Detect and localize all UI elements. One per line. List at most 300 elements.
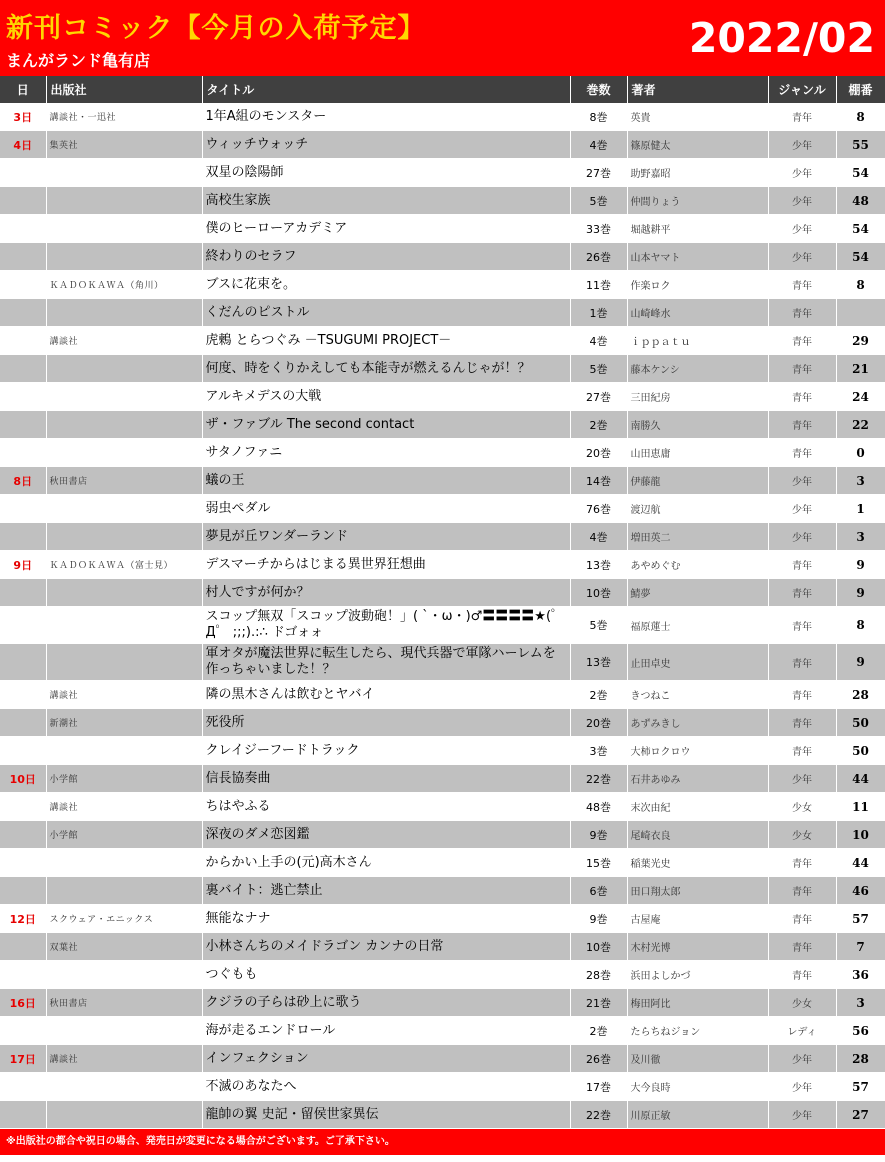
cell-genre: 青年 (768, 355, 836, 383)
table-row (0, 607, 885, 644)
cell-day (0, 607, 46, 644)
cell-day: 9日 (0, 551, 46, 579)
cell-shelf: 21 (836, 355, 885, 383)
cell-genre: 少女 (768, 821, 836, 849)
cell-genre: 青年 (768, 905, 836, 933)
table-row (0, 411, 885, 439)
cell-title: くだんのピストル (202, 299, 570, 327)
cell-shelf: 3 (836, 989, 885, 1017)
cell-title: 終わりのセラフ (202, 243, 570, 271)
cell-genre: 少年 (768, 1073, 836, 1101)
cell-day (0, 159, 46, 187)
cell-title: デスマーチからはじまる異世界狂想曲 (202, 551, 570, 579)
cell-day (0, 644, 46, 681)
cell-genre: 少年 (768, 1101, 836, 1129)
cell-volume: 4巻 (570, 327, 627, 355)
cell-author: 稲葉光史 (627, 849, 768, 877)
cell-volume: 20巻 (570, 709, 627, 737)
cell-shelf: 50 (836, 737, 885, 765)
table-row (0, 793, 885, 821)
cell-publisher (46, 961, 202, 989)
cell-shelf: 24 (836, 383, 885, 411)
cell-title: 虎鶫 とらつぐみ －TSUGUMI PROJECT－ (202, 327, 570, 355)
cell-genre: 青年 (768, 439, 836, 467)
table-row (0, 989, 885, 1017)
cell-publisher: 講談社 (46, 681, 202, 709)
cell-title: 隣の黒木さんは飲むとヤバイ (202, 681, 570, 709)
cell-publisher: 秋田書店 (46, 989, 202, 1017)
cell-title: ちはやふる (202, 793, 570, 821)
cell-author: 川原正敏 (627, 1101, 768, 1129)
cell-title: 信長協奏曲 (202, 765, 570, 793)
table-row (0, 905, 885, 933)
cell-title: 1年A組のモンスター (202, 103, 570, 131)
column-header-day: 日 (0, 76, 46, 103)
cell-genre: レディ (768, 1017, 836, 1045)
cell-volume: 9巻 (570, 821, 627, 849)
cell-author: 藤本ケンシ (627, 355, 768, 383)
cell-volume: 33巻 (570, 215, 627, 243)
cell-publisher: 集英社 (46, 131, 202, 159)
cell-day (0, 849, 46, 877)
cell-day: 10日 (0, 765, 46, 793)
cell-genre: 少女 (768, 793, 836, 821)
cell-shelf: 22 (836, 411, 885, 439)
cell-title: 蟻の王 (202, 467, 570, 495)
cell-shelf: 11 (836, 793, 885, 821)
cell-publisher (46, 159, 202, 187)
cell-author: あずみきし (627, 709, 768, 737)
cell-title: 無能なナナ (202, 905, 570, 933)
cell-publisher (46, 1101, 202, 1129)
cell-genre: 青年 (768, 327, 836, 355)
cell-genre: 少年 (768, 495, 836, 523)
cell-shelf: 8 (836, 607, 885, 644)
cell-shelf: 54 (836, 243, 885, 271)
cell-day: 17日 (0, 1045, 46, 1073)
cell-publisher (46, 737, 202, 765)
cell-volume: 8巻 (570, 103, 627, 131)
cell-publisher: 新潮社 (46, 709, 202, 737)
cell-volume: 11巻 (570, 271, 627, 299)
cell-volume: 15巻 (570, 849, 627, 877)
cell-author: 増田英二 (627, 523, 768, 551)
cell-genre: 少年 (768, 765, 836, 793)
cell-author: 古屋庵 (627, 905, 768, 933)
table-row (0, 271, 885, 299)
cell-day: 4日 (0, 131, 46, 159)
table-row (0, 579, 885, 607)
cell-day: 8日 (0, 467, 46, 495)
cell-genre: 少年 (768, 131, 836, 159)
cell-title: クジラの子らは砂上に歌う (202, 989, 570, 1017)
cell-author: 作楽ロク (627, 271, 768, 299)
cell-volume: 14巻 (570, 467, 627, 495)
table-row (0, 215, 885, 243)
cell-author: 大今良時 (627, 1073, 768, 1101)
cell-title: クレイジーフードトラック (202, 737, 570, 765)
cell-title: 何度、時をくりかえしても本能寺が燃えるんじゃが！？ (202, 355, 570, 383)
cell-author: 三田紀房 (627, 383, 768, 411)
cell-volume: 5巻 (570, 187, 627, 215)
cell-volume: 27巻 (570, 159, 627, 187)
month-label: 2022/02 (688, 14, 875, 62)
cell-genre: 少年 (768, 215, 836, 243)
table-row (0, 159, 885, 187)
cell-publisher (46, 495, 202, 523)
cell-title: アルキメデスの大戦 (202, 383, 570, 411)
cell-author: 堀越耕平 (627, 215, 768, 243)
cell-genre: 青年 (768, 877, 836, 905)
cell-day: 3日 (0, 103, 46, 131)
cell-shelf: 27 (836, 1101, 885, 1129)
table-row (0, 877, 885, 905)
cell-shelf: 1 (836, 495, 885, 523)
table-row (0, 187, 885, 215)
cell-volume: 22巻 (570, 765, 627, 793)
cell-genre: 青年 (768, 849, 836, 877)
cell-publisher (46, 877, 202, 905)
cell-author: 伊藤龍 (627, 467, 768, 495)
cell-author: 仲間りょう (627, 187, 768, 215)
cell-shelf: 46 (836, 877, 885, 905)
cell-genre: 少女 (768, 989, 836, 1017)
cell-day (0, 439, 46, 467)
cell-genre: 少年 (768, 187, 836, 215)
table-row (0, 439, 885, 467)
cell-author: 末次由紀 (627, 793, 768, 821)
cell-author: 山本ヤマト (627, 243, 768, 271)
cell-author: ｉｐｐａｔｕ (627, 327, 768, 355)
cell-day (0, 877, 46, 905)
cell-author: きつねこ (627, 681, 768, 709)
cell-volume: 3巻 (570, 737, 627, 765)
cell-title: 僕のヒーローアカデミア (202, 215, 570, 243)
cell-publisher (46, 644, 202, 681)
cell-title: 龍帥の翼 史記・留侯世家異伝 (202, 1101, 570, 1129)
cell-title: 深夜のダメ恋図鑑 (202, 821, 570, 849)
cell-publisher (46, 523, 202, 551)
table-row (0, 1045, 885, 1073)
table-row (0, 495, 885, 523)
table-row (0, 1017, 885, 1045)
cell-author: たらちねジョン (627, 1017, 768, 1045)
cell-genre: 青年 (768, 933, 836, 961)
column-header-author: 著者 (627, 76, 768, 103)
table-row (0, 103, 885, 131)
table-row (0, 644, 885, 681)
cell-title: 小林さんちのメイドラゴン カンナの日常 (202, 933, 570, 961)
cell-author: 篠原健太 (627, 131, 768, 159)
cell-volume: 22巻 (570, 1101, 627, 1129)
cell-genre: 少年 (768, 467, 836, 495)
cell-day (0, 215, 46, 243)
cell-day (0, 821, 46, 849)
cell-day (0, 709, 46, 737)
cell-shelf: 7 (836, 933, 885, 961)
cell-volume: 21巻 (570, 989, 627, 1017)
cell-volume: 2巻 (570, 681, 627, 709)
cell-title: サタノファニ (202, 439, 570, 467)
cell-volume: 5巻 (570, 607, 627, 644)
cell-volume: 9巻 (570, 905, 627, 933)
cell-day (0, 271, 46, 299)
column-header-title: タイトル (202, 76, 570, 103)
table-row (0, 383, 885, 411)
table-row (0, 243, 885, 271)
cell-volume: 10巻 (570, 933, 627, 961)
cell-title: 裏バイト：逃亡禁止 (202, 877, 570, 905)
cell-title: 村人ですが何か？ (202, 579, 570, 607)
cell-title: 軍オタが魔法世界に転生したら、現代兵器で軍隊ハーレムを作っちゃいました！？ (202, 644, 570, 681)
cell-day: 16日 (0, 989, 46, 1017)
cell-volume: 27巻 (570, 383, 627, 411)
cell-volume: 26巻 (570, 243, 627, 271)
cell-title: 海が走るエンドロール (202, 1017, 570, 1045)
cell-day (0, 355, 46, 383)
cell-shelf: 57 (836, 905, 885, 933)
cell-publisher (46, 187, 202, 215)
cell-title: ウィッチウォッチ (202, 131, 570, 159)
cell-author: 田口翔太郎 (627, 877, 768, 905)
cell-volume: 13巻 (570, 644, 627, 681)
cell-shelf: 9 (836, 644, 885, 681)
cell-genre: 青年 (768, 271, 836, 299)
cell-day (0, 961, 46, 989)
cell-day (0, 411, 46, 439)
cell-publisher: 小学館 (46, 821, 202, 849)
table-row (0, 355, 885, 383)
cell-volume: 2巻 (570, 1017, 627, 1045)
table-header-row (0, 76, 885, 103)
cell-title: ブスに花束を。 (202, 271, 570, 299)
cell-genre: 青年 (768, 961, 836, 989)
cell-genre: 青年 (768, 709, 836, 737)
footer-note: ※出版社の都合や祝日の場合、発売日が変更になる場合がございます。ご了承下さい。 (0, 1129, 885, 1155)
cell-volume: 48巻 (570, 793, 627, 821)
cell-genre: 青年 (768, 644, 836, 681)
cell-title: スコップ無双「スコップ波動砲！」( `・ω・)♂〓〓〓〓★(゜Д゜ ;;;).:∴ ドゴォォ (202, 607, 570, 644)
cell-day: 12日 (0, 905, 46, 933)
table-row (0, 551, 885, 579)
cell-publisher: 小学館 (46, 765, 202, 793)
cell-author: 木村光博 (627, 933, 768, 961)
cell-day (0, 1073, 46, 1101)
cell-publisher (46, 1017, 202, 1045)
table-row (0, 523, 885, 551)
cell-title: 弱虫ペダル (202, 495, 570, 523)
cell-author: 英貴 (627, 103, 768, 131)
cell-shelf: 29 (836, 327, 885, 355)
column-header-volume: 巻数 (570, 76, 627, 103)
cell-publisher (46, 579, 202, 607)
cell-author: 山田恵庸 (627, 439, 768, 467)
cell-shelf: 44 (836, 765, 885, 793)
cell-genre: 少年 (768, 243, 836, 271)
table-row (0, 765, 885, 793)
cell-volume: 4巻 (570, 523, 627, 551)
cell-title: 不滅のあなたへ (202, 1073, 570, 1101)
page-title: 新刊コミック【今月の入荷予定】 (6, 13, 426, 44)
cell-volume: 13巻 (570, 551, 627, 579)
cell-volume: 6巻 (570, 877, 627, 905)
cell-genre: 青年 (768, 299, 836, 327)
cell-genre: 少年 (768, 159, 836, 187)
cell-title: からかい上手の(元)高木さん (202, 849, 570, 877)
cell-shelf (836, 299, 885, 327)
cell-author: 尾崎衣良 (627, 821, 768, 849)
cell-shelf: 28 (836, 681, 885, 709)
cell-publisher: 講談社 (46, 793, 202, 821)
cell-publisher: ＫＡＤＯＫＡＷＡ（富士見） (46, 551, 202, 579)
cell-publisher: 講談社・一迅社 (46, 103, 202, 131)
cell-shelf: 3 (836, 523, 885, 551)
cell-day (0, 523, 46, 551)
cell-author: 及川徹 (627, 1045, 768, 1073)
cell-title: つぐもも (202, 961, 570, 989)
cell-publisher (46, 1073, 202, 1101)
cell-shelf: 55 (836, 131, 885, 159)
cell-day (0, 243, 46, 271)
cell-title: インフェクション (202, 1045, 570, 1073)
cell-volume: 76巻 (570, 495, 627, 523)
cell-day (0, 737, 46, 765)
cell-publisher: 秋田書店 (46, 467, 202, 495)
cell-day (0, 579, 46, 607)
cell-author: あやめぐむ (627, 551, 768, 579)
cell-author: 渡辺航 (627, 495, 768, 523)
table-row (0, 1073, 885, 1101)
table-row (0, 467, 885, 495)
cell-day (0, 327, 46, 355)
table-row (0, 299, 885, 327)
cell-author: 止田卓史 (627, 644, 768, 681)
cell-day (0, 1101, 46, 1129)
cell-publisher (46, 355, 202, 383)
cell-genre: 少年 (768, 1045, 836, 1073)
table-row (0, 327, 885, 355)
cell-shelf: 56 (836, 1017, 885, 1045)
cell-publisher (46, 439, 202, 467)
table-row (0, 681, 885, 709)
cell-day (0, 793, 46, 821)
cell-genre: 少年 (768, 523, 836, 551)
cell-shelf: 28 (836, 1045, 885, 1073)
cell-title: 夢見が丘ワンダーランド (202, 523, 570, 551)
table-row (0, 849, 885, 877)
cell-author: 山崎峰水 (627, 299, 768, 327)
cell-publisher (46, 243, 202, 271)
table-row (0, 709, 885, 737)
cell-publisher (46, 383, 202, 411)
table-row (0, 961, 885, 989)
cell-publisher (46, 607, 202, 644)
page-header (0, 0, 885, 76)
cell-genre: 青年 (768, 411, 836, 439)
cell-genre: 青年 (768, 681, 836, 709)
cell-volume: 26巻 (570, 1045, 627, 1073)
cell-volume: 28巻 (570, 961, 627, 989)
cell-shelf: 8 (836, 103, 885, 131)
cell-day (0, 299, 46, 327)
cell-shelf: 10 (836, 821, 885, 849)
cell-shelf: 9 (836, 551, 885, 579)
cell-genre: 青年 (768, 551, 836, 579)
cell-genre: 青年 (768, 579, 836, 607)
cell-volume: 10巻 (570, 579, 627, 607)
cell-genre: 青年 (768, 383, 836, 411)
cell-title: 双星の陰陽師 (202, 159, 570, 187)
cell-publisher (46, 215, 202, 243)
cell-volume: 4巻 (570, 131, 627, 159)
cell-day (0, 187, 46, 215)
table-row (0, 737, 885, 765)
cell-genre: 青年 (768, 607, 836, 644)
column-header-publisher: 出版社 (46, 76, 202, 103)
table-row (0, 933, 885, 961)
cell-author: 南勝久 (627, 411, 768, 439)
cell-volume: 5巻 (570, 355, 627, 383)
cell-day (0, 383, 46, 411)
cell-shelf: 3 (836, 467, 885, 495)
cell-author: 浜田よしかづ (627, 961, 768, 989)
column-header-shelf: 棚番 (836, 76, 885, 103)
cell-day (0, 681, 46, 709)
cell-shelf: 9 (836, 579, 885, 607)
cell-shelf: 36 (836, 961, 885, 989)
cell-shelf: 54 (836, 159, 885, 187)
cell-shelf: 8 (836, 271, 885, 299)
cell-day (0, 1017, 46, 1045)
cell-shelf: 44 (836, 849, 885, 877)
table-body (0, 103, 885, 1129)
table-row (0, 821, 885, 849)
cell-author: 大柿ロクロウ (627, 737, 768, 765)
cell-author: 福原蓮士 (627, 607, 768, 644)
cell-shelf: 48 (836, 187, 885, 215)
cell-author: 助野嘉昭 (627, 159, 768, 187)
cell-publisher (46, 411, 202, 439)
column-header-genre: ジャンル (768, 76, 836, 103)
cell-title: 死役所 (202, 709, 570, 737)
table-row (0, 131, 885, 159)
cell-genre: 青年 (768, 737, 836, 765)
cell-volume: 1巻 (570, 299, 627, 327)
cell-publisher: ＫＡＤＯＫＡＷＡ（角川） (46, 271, 202, 299)
cell-volume: 2巻 (570, 411, 627, 439)
cell-shelf: 50 (836, 709, 885, 737)
cell-day (0, 495, 46, 523)
cell-volume: 20巻 (570, 439, 627, 467)
cell-author: 梅田阿比 (627, 989, 768, 1017)
cell-title: 高校生家族 (202, 187, 570, 215)
cell-publisher: スクウェア・エニックス (46, 905, 202, 933)
table-row (0, 1101, 885, 1129)
cell-day (0, 933, 46, 961)
cell-author: 石井あゆみ (627, 765, 768, 793)
cell-publisher: 双葉社 (46, 933, 202, 961)
cell-shelf: 57 (836, 1073, 885, 1101)
release-table (0, 76, 885, 1129)
cell-shelf: 0 (836, 439, 885, 467)
cell-publisher (46, 299, 202, 327)
cell-title: ザ・ファブル The second contact (202, 411, 570, 439)
cell-genre: 青年 (768, 103, 836, 131)
cell-publisher: 講談社 (46, 1045, 202, 1073)
cell-publisher: 講談社 (46, 327, 202, 355)
store-name: まんがランド亀有店 (6, 51, 151, 70)
cell-volume: 17巻 (570, 1073, 627, 1101)
